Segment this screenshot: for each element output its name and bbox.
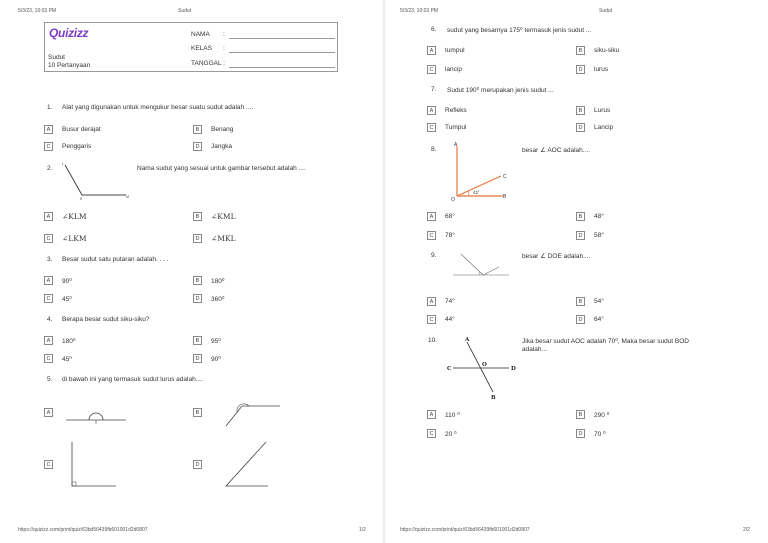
kelas-line[interactable] bbox=[229, 52, 335, 53]
q8-option-a[interactable]: A 68° bbox=[427, 212, 455, 221]
footer-url[interactable]: https://quizizz.com/print/quiz/63bd56439fb601001d2d0807 bbox=[18, 527, 148, 533]
q9-text: besar ∠ DOE adalah.... bbox=[522, 253, 591, 260]
quiz-header-box bbox=[44, 22, 338, 72]
q5-option-a[interactable]: A bbox=[44, 408, 62, 417]
q6-option-d[interactable]: D lurus bbox=[576, 65, 608, 74]
question-count: 10 Pertanyaan bbox=[48, 62, 91, 69]
q10-angle-figure bbox=[445, 334, 519, 402]
q10-option-a[interactable]: A 110 ⁰ bbox=[427, 410, 460, 419]
q4-option-d[interactable]: D 90⁰ bbox=[193, 354, 221, 363]
q2-option-a[interactable]: A ∠KLM bbox=[44, 212, 87, 221]
q8-label-a: A bbox=[454, 142, 458, 148]
q2-label-m: M bbox=[126, 195, 129, 199]
q10-option-c[interactable]: C 20 ⁰ bbox=[427, 429, 457, 438]
q9-option-a[interactable]: A 74° bbox=[427, 297, 455, 306]
q7-number: 7. bbox=[431, 86, 437, 93]
q1-option-d[interactable]: D Jangka bbox=[193, 142, 232, 151]
q10-label-b: B bbox=[491, 395, 496, 401]
q7-option-a[interactable]: A Refleks bbox=[427, 106, 467, 115]
tanggal-label: TANGGAL : bbox=[191, 60, 225, 67]
nama-colon: : bbox=[223, 31, 225, 38]
q2-number: 2. bbox=[47, 165, 53, 172]
q4-text: Berapa besar sudut siku-siku? bbox=[62, 316, 150, 323]
q5-text: di bawah ini yang termasuk sudut lurus adalah.... bbox=[62, 376, 203, 383]
q10-label-d: D bbox=[511, 366, 516, 372]
q10-label-c: C bbox=[447, 366, 452, 372]
q1-text: Alat yang digunakan untuk mengukur besar suatu sudut adalah .... bbox=[62, 104, 254, 111]
q7-option-c[interactable]: C Tumpul bbox=[427, 123, 466, 132]
q3-option-d[interactable]: D 360⁰ bbox=[193, 294, 224, 303]
q8-option-d[interactable]: D 58° bbox=[576, 231, 604, 240]
q10-number: 10. bbox=[428, 337, 438, 344]
q3-number: 3. bbox=[47, 256, 53, 263]
q2-option-b[interactable]: B ∠KML bbox=[193, 212, 236, 221]
q9-option-c[interactable]: C 44° bbox=[427, 315, 455, 324]
q10-label-a: A bbox=[465, 337, 470, 343]
q10-text-cont: adalah... bbox=[522, 346, 547, 353]
q4-number: 4. bbox=[47, 316, 53, 323]
q2-text: Nama sudut yang sesuai untuk gambar tersebut adalah .... bbox=[137, 165, 306, 172]
q10-option-d[interactable]: D 70 ⁰ bbox=[576, 429, 606, 438]
q5-option-b[interactable]: B bbox=[193, 408, 211, 417]
q4-option-a[interactable]: A 180⁰ bbox=[44, 336, 75, 345]
q8-label-c: C bbox=[503, 174, 507, 180]
page-1 bbox=[0, 0, 383, 543]
q5-option-d[interactable]: D bbox=[193, 460, 211, 469]
q8-label-b: B bbox=[503, 194, 507, 200]
q10-option-b[interactable]: B 290 ⁰ bbox=[576, 410, 609, 419]
q6-option-c[interactable]: C lancip bbox=[427, 65, 462, 74]
q8-option-c[interactable]: C 78° bbox=[427, 231, 455, 240]
q9-angle-figure bbox=[451, 250, 511, 284]
q4-option-b[interactable]: B 95⁰ bbox=[193, 336, 221, 345]
q1-option-c[interactable]: C Penggaris bbox=[44, 142, 91, 151]
q2-option-c[interactable]: C ∠LKM bbox=[44, 234, 87, 243]
q7-text: Sudut 190⁰ merupakan jenis sudut ... bbox=[447, 87, 554, 94]
q8-number: 8. bbox=[431, 146, 437, 153]
quiz-title: Sudut bbox=[48, 54, 65, 61]
q8-label-42: 42˚ bbox=[473, 190, 480, 195]
q6-text: sudut yang besarnya 175⁰ termasuk jenis sudut ... bbox=[447, 27, 592, 34]
q8-option-b[interactable]: B 48° bbox=[576, 212, 604, 221]
q7-option-d[interactable]: D Lancip bbox=[576, 123, 613, 132]
q9-option-b[interactable]: B 54° bbox=[576, 297, 604, 306]
q5-a-figure bbox=[64, 404, 128, 426]
q9-number: 9. bbox=[431, 252, 437, 259]
q4-option-c[interactable]: C 45⁰ bbox=[44, 354, 72, 363]
tanggal-line[interactable] bbox=[229, 67, 335, 68]
q3-option-c[interactable]: C 45⁰ bbox=[44, 294, 72, 303]
q8-label-o: O bbox=[451, 197, 455, 203]
print-date: 5/3/23, 10:03 PM bbox=[400, 8, 439, 14]
q3-option-b[interactable]: B 180⁰ bbox=[193, 276, 224, 285]
q10-text: Jika besar sudut AOC adalah 70⁰, Maka besar sudut BOD bbox=[522, 338, 690, 345]
footer-page: 2/2 bbox=[743, 527, 750, 533]
q2-angle-figure bbox=[62, 162, 132, 202]
kelas-colon: : bbox=[223, 45, 225, 52]
print-title: Sudut bbox=[178, 8, 192, 14]
footer-page: 1/2 bbox=[359, 527, 366, 533]
print-date: 5/3/23, 10:03 PM bbox=[18, 8, 57, 14]
q1-option-b[interactable]: B Benang bbox=[193, 125, 233, 134]
q10-label-o: O bbox=[482, 362, 487, 368]
q6-option-b[interactable]: B siku-siku bbox=[576, 46, 619, 55]
q5-c-figure bbox=[66, 440, 120, 490]
q6-number: 6. bbox=[431, 26, 437, 33]
page-2 bbox=[385, 0, 768, 543]
q9-option-d[interactable]: D 64° bbox=[576, 315, 604, 324]
q6-option-a[interactable]: A tumpul bbox=[427, 46, 465, 55]
q1-option-a[interactable]: A Busur derajat bbox=[44, 125, 101, 134]
q5-b-figure bbox=[222, 398, 284, 430]
q7-option-b[interactable]: B Lurus bbox=[576, 106, 610, 115]
q5-d-figure bbox=[220, 440, 272, 490]
q1-number: 1. bbox=[47, 104, 53, 111]
q3-option-a[interactable]: A 90⁰ bbox=[44, 276, 72, 285]
nama-label: NAMA bbox=[191, 31, 210, 38]
q3-text: Besar sudut satu putaran adalah. . . . bbox=[62, 256, 169, 263]
q8-angle-figure bbox=[449, 142, 519, 202]
print-title: Sudut bbox=[599, 8, 613, 14]
q5-option-c[interactable]: C bbox=[44, 460, 62, 469]
q2-option-d[interactable]: D ∠MKL bbox=[193, 234, 236, 243]
kelas-label: KELAS bbox=[191, 45, 212, 52]
q2-label-k: K bbox=[80, 197, 83, 201]
nama-line[interactable] bbox=[229, 38, 335, 39]
quizizz-logo: Quizizz bbox=[49, 26, 89, 40]
q5-number: 5. bbox=[47, 376, 53, 383]
q8-text: besar ∠ AOC adalah.... bbox=[522, 147, 590, 154]
footer-url[interactable]: https://quizizz.com/print/quiz/63bd56439fb601001d2d0807 bbox=[400, 527, 530, 533]
q2-label-l: L bbox=[62, 162, 64, 166]
